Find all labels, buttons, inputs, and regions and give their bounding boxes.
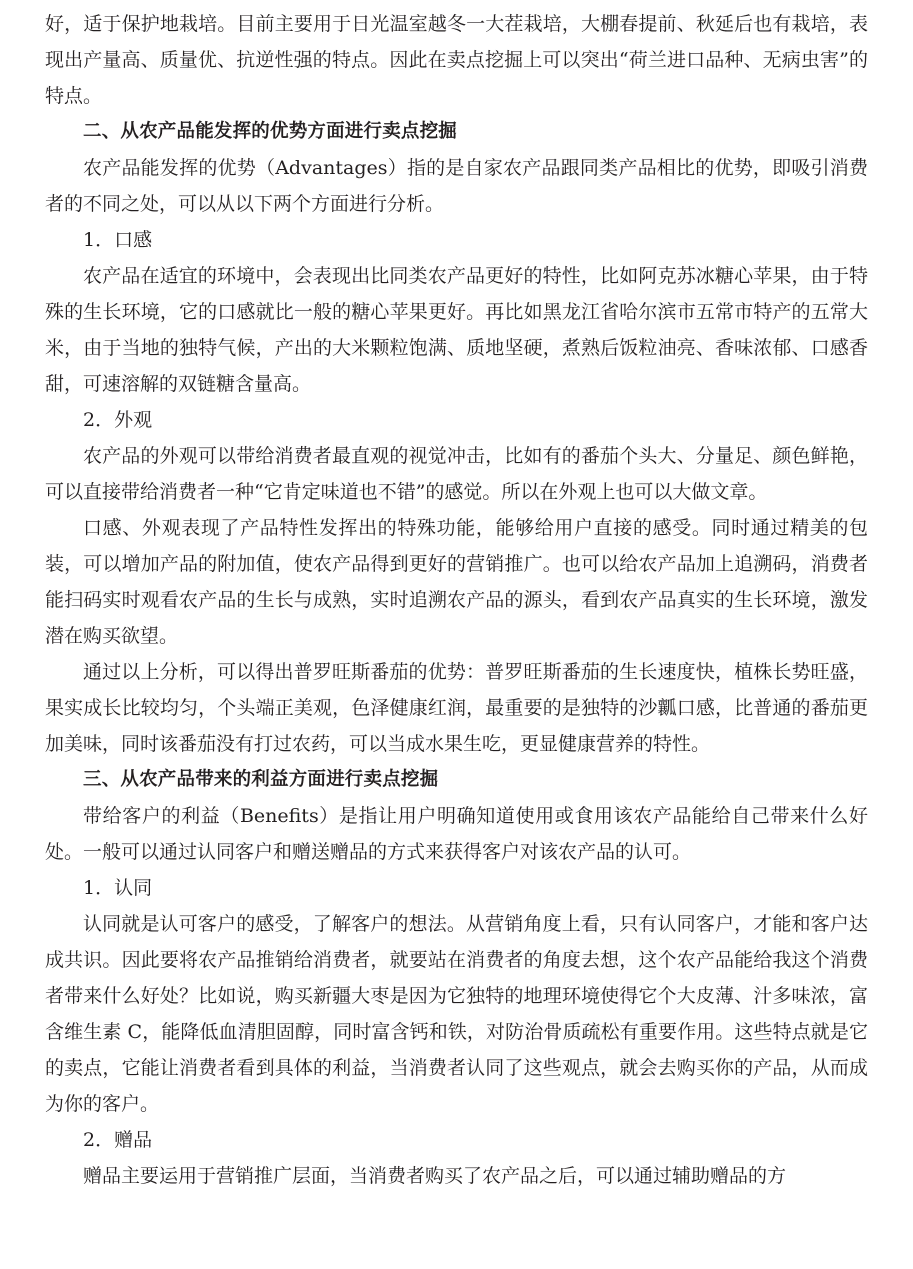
subheading-gifts: 2．赠品 [83, 1129, 153, 1151]
subheading-recognition: 1．认同 [83, 877, 153, 899]
paragraph-tomato-advantages: 通过以上分析，可以得出普罗旺斯番茄的优势：普罗旺斯番茄的生长速度快，植株长势旺盛，果实成长比较均匀，个头端正美观，色泽健康红润，最重要的是独特的沙瓤口感，比普通的番茄更加美味，同时该番茄没有打过农药，可以当成水果生吃，更显健康营养的特性。 [45, 661, 868, 755]
paragraph-recognition: 认同就是认可客户的感受，了解客户的想法。从营销角度上看，只有认同客户，才能和客户达成共识。因此要将农产品推销给消费者，就要站在消费者的角度去想，这个农产品能给我这个消费者带来什么好处？比如说，购买新疆大枣是因为它独特的地理环境使得它个大皮薄、汁多味浓，富含维生素 C，能降低血清胆固醇，同时富含钙和铁，对防治骨质疏松有重要作用。这些特点就是它的卖点，它能让消费者看到具体的利益，当消费者认同了这些观点，就会去购买你的产品，从而成为你的客户。 [45, 913, 868, 1115]
paragraph-continuation: 好，适于保护地栽培。目前主要用于日光温室越冬一大茬栽培，大棚春提前、秋延后也有栽培，表现出产量高、质量优、抗逆性强的特点。因此在卖点挖掘上可以突出“荷兰进口品种、无病虫害”的特点。 [45, 13, 868, 107]
paragraph-advantages-intro: 农产品能发挥的优势（Advantages）指的是自家农产品跟同类产品相比的优势，即吸引消费者的不同之处，可以从以下两个方面进行分析。 [45, 157, 868, 215]
paragraph-appearance: 农产品的外观可以带给消费者最直观的视觉冲击，比如有的番茄个头大、分量足、颜色鲜艳，可以直接带给消费者一种“它肯定味道也不错”的感觉。所以在外观上也可以大做文章。 [45, 445, 868, 503]
subheading-appearance: 2．外观 [83, 409, 153, 431]
document-page [45, 6, 868, 1194]
paragraph-taste: 农产品在适宜的环境中，会表现出比同类农产品更好的特性，比如阿克苏冰糖心苹果，由于特殊的生长环境，它的口感就比一般的糖心苹果更好。再比如黑龙江省哈尔滨市五常市特产的五常大米，由于当地的独特气候，产出的大米颗粒饱满、质地坚硬，煮熟后饭粒油亮、香味浓郁、口感香甜，可速溶解的双链糖含量高。 [45, 265, 868, 395]
section-heading-benefits: 三、从农产品带来的利益方面进行卖点挖掘 [83, 769, 439, 790]
paragraph-packaging: 口感、外观表现了产品特性发挥出的特殊功能，能够给用户直接的感受。同时通过精美的包装，可以增加产品的附加值，使农产品得到更好的营销推广。也可以给农产品加上追溯码，消费者能扫码实时观看农产品的生长与成熟，实时追溯农产品的源头，看到农产品真实的生长环境，激发潜在购买欲望。 [45, 517, 868, 647]
paragraph-benefits-intro: 带给客户的利益（Benefits）是指让用户明确知道使用或食用该农产品能给自己带来什么好处。一般可以通过认同客户和赠送赠品的方式来获得客户对该农产品的认可。 [45, 805, 868, 863]
paragraph-gifts: 赠品主要运用于营销推广层面，当消费者购买了农产品之后，可以通过辅助赠品的方 [83, 1165, 787, 1187]
section-heading-advantages: 二、从农产品能发挥的优势方面进行卖点挖掘 [83, 121, 458, 142]
subheading-taste: 1．口感 [83, 229, 153, 251]
